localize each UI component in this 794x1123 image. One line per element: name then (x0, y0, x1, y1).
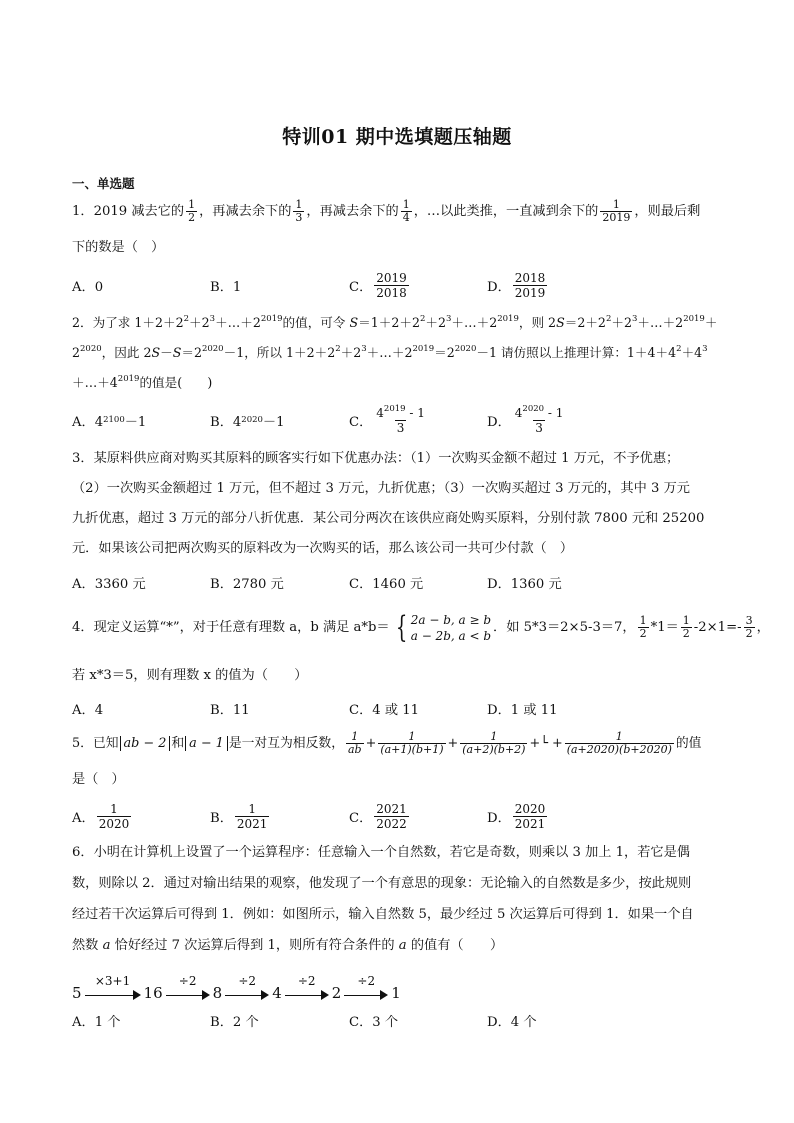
fraction: $\frac{2019}{2018}$ (376, 270, 407, 300)
fraction: $\frac{2021}{2022}$ (376, 801, 407, 831)
text: ，再减去余下的 (199, 204, 292, 219)
question-5-options (72, 796, 732, 836)
question-3-line-1: 3．某原料供应商对购买其原料的顾客实行如下优惠办法：（1）一次购买金额不超过 1 万元，不予优惠； (72, 451, 680, 466)
option-d[interactable]: D． $\frac{2020}{2021}$ (487, 801, 546, 831)
flow-value: 8 (212, 984, 223, 1002)
flow-arrow: ÷2 (285, 974, 329, 1004)
question-6-line-2: 数，则除以 2．通过对输出结果的观察，他发现了一个有意思的现象：无论输入的自然数是多少，按此规则 (72, 876, 692, 891)
option-c[interactable]: C．1460 元 (349, 576, 424, 592)
fraction: $\frac{1}{(a+2)(b+2)}$ (462, 730, 526, 756)
option-b[interactable]: B． $\frac{1}{2021}$ (210, 801, 268, 831)
question-1-line-2: 下的数是（ ） (72, 240, 165, 255)
question-4-line-2: 若 x*3＝5，则有理数 x 的值为（ ） (72, 668, 308, 683)
question-4-line-1: 4．现定义运算“*”，对于任意有理数 a，b 满足 a*b＝ { 2a − b, a ≥ b a − 2b, a < b ．如 5*3＝2×5-3＝7， $\frac{1}{2}$ *1＝ $\frac{1}{2}$ -2×1=- $\frac{3}{2}$ ， (72, 609, 770, 645)
option-a[interactable]: A．0 (72, 279, 104, 295)
flow-value: 2 (331, 984, 342, 1002)
text: ，再减去余下的 (306, 204, 399, 219)
option-d[interactable]: D． $\frac{4^{2020} - 1}{3}$ (487, 403, 564, 435)
question-5-line-2: 是（ ） (72, 772, 125, 787)
option-c[interactable]: C．3 个 (349, 1014, 399, 1030)
piecewise-definition: { 2a − b, a ≥ b a − 2b, a < b (395, 609, 492, 645)
flow-value: 16 (143, 984, 163, 1002)
flow-value: 1 (391, 984, 401, 1002)
question-1-options (72, 265, 732, 305)
question-2-line-1: 2．为了求 $1+2+2^2+2^3+\dots+2^{2019}$的值，可令 $S=1+2+2^2+2^3+\dots+2^{2019}$，则 $2S=2+2^2+2^3+\dots+2^{2019}+$ (72, 314, 718, 330)
fraction: $\frac{2020}{2021}$ (514, 801, 546, 831)
flow-arrow: ×3+1 (85, 974, 141, 1004)
fraction: $\frac{1}{3}$ (295, 198, 303, 224)
option-c[interactable]: C． $\frac{4^{2019} - 1}{3}$ (349, 403, 425, 435)
fraction: $\frac{1}{2020}$ (98, 801, 130, 831)
flow-arrow: ÷2 (166, 974, 210, 1004)
question-6-line-4: 然数 a 恰好经过 7 次运算后得到 1，则所有符合条件的 a 的值有（ ） (72, 938, 504, 953)
flow-arrow: ÷2 (344, 974, 388, 1004)
question-2-line-3: $+\dots+4^{2019}$的值是( ) (72, 374, 213, 390)
question-6-options (72, 1000, 732, 1040)
option-a[interactable]: A．3360 元 (72, 576, 146, 592)
question-1-line-1 (72, 199, 700, 224)
question-2-line-2: $2^{2020}$，因此 $2S-S=2^{2020}-1$，所以 $1+2+2^2+2^3+\dots+2^{2019}=2^{2020}-1$ 请仿照以上推理计算：$1+4+4^2+4^3$ (72, 344, 708, 360)
option-b[interactable]: B．4 2020 －1 (210, 414, 285, 430)
fraction: $\frac{1}{2}$ (639, 614, 647, 640)
fraction: $\frac{1}{2021}$ (236, 801, 268, 831)
option-c[interactable]: C．4 或 11 (349, 702, 420, 718)
option-b[interactable]: B．1 (210, 279, 242, 295)
fraction: $\frac{4^{2020} - 1}{3}$ (514, 403, 564, 435)
option-b[interactable]: B．2 个 (210, 1014, 259, 1030)
option-c[interactable]: C． $\frac{2019}{2018}$ (349, 270, 407, 300)
absolute-value: a − 1 (185, 736, 228, 751)
option-b[interactable]: B．11 (210, 702, 250, 718)
option-d[interactable]: D．1 或 11 (487, 702, 558, 718)
option-a[interactable]: A．1 个 (72, 1014, 121, 1030)
question-3-line-4: 元．如果该公司把两次购买的原料改为一次购买的话，那么该公司一共可少付款（ ） (72, 541, 574, 556)
fraction: $\frac{4^{2019} - 1}{3}$ (376, 403, 425, 435)
question-3-line-2: （2）一次购买金额超过 1 万元，但不超过 3 万元，九折优惠；（3）一次购买超过 3 万元的，其中 3 万元 (72, 481, 690, 496)
option-a[interactable]: A． $\frac{1}{2020}$ (72, 801, 130, 831)
flow-value: 4 (272, 984, 282, 1002)
fraction: $\frac{3}{2}$ (745, 614, 753, 640)
question-6-line-1: 6．小明在计算机上设置了一个运算程序：任意输入一个自然数，若它是奇数，则乘以 3 加上 1，若它是偶 (72, 845, 690, 860)
option-c[interactable]: C． $\frac{2021}{2022}$ (349, 801, 407, 831)
option-b[interactable]: B．2780 元 (210, 576, 284, 592)
flow-value: 5 (72, 984, 82, 1002)
section-heading: 一、单选题 (72, 176, 135, 191)
question-3-line-3: 九折优惠，超过 3 万元的部分八折优惠．某公司分两次在该供应商处购买原料，分别付款 7800 元和 25200 (72, 511, 705, 526)
text: 1．2019 减去它的 (72, 204, 185, 219)
option-a[interactable]: A．4 2100 －1 (72, 414, 147, 430)
fraction: $\frac{1}{4}$ (402, 198, 410, 224)
question-4-options (72, 688, 732, 728)
fraction: $\frac{1}{(a+1)(b+1)}$ (380, 730, 444, 756)
fraction: $\frac{1}{2}$ (682, 614, 690, 640)
option-d[interactable]: D．4 个 (487, 1014, 537, 1030)
fraction: $\frac{1}{2019}$ (602, 198, 631, 224)
option-d[interactable]: D．1360 元 (487, 576, 562, 592)
question-6-line-3: 经过若干次运算后可得到 1．例如：如图所示，输入自然数 5，最少经过 5 次运算后可得到 1．如果一个自 (72, 907, 694, 922)
fraction: $\frac{1}{2}$ (188, 198, 196, 224)
page-title: 特训01 期中选填题压轴题 (282, 126, 512, 148)
flow-arrow: ÷2 (225, 974, 269, 1004)
question-5-line-1: 5．已知 ab − 2 和 a − 1 是一对互为相反数， $\frac{1}{ab}$ + $\frac{1}{(a+1)(b+1)}$ + $\frac{1}{(a+2)(b+2)}$ +└ + $\frac{1}{(a+2020)(b+2020)}$ 的值 (72, 730, 702, 756)
fraction: $\frac{2018}{2019}$ (514, 270, 546, 300)
operation-flow-diagram (72, 970, 401, 1004)
fraction: $\frac{1}{(a+2020)(b+2020)}$ (566, 730, 672, 756)
fraction: $\frac{1}{ab}$ (347, 730, 362, 756)
option-a[interactable]: A．4 (72, 702, 104, 718)
text: ，…以此类推，一直减到余下的 (413, 204, 599, 219)
option-d[interactable]: D． $\frac{2018}{2019}$ (487, 270, 546, 300)
absolute-value: ab − 2 (120, 736, 171, 751)
question-2-options (72, 400, 732, 440)
question-3-options (72, 562, 732, 602)
text: ，则最后剩 (634, 204, 701, 219)
